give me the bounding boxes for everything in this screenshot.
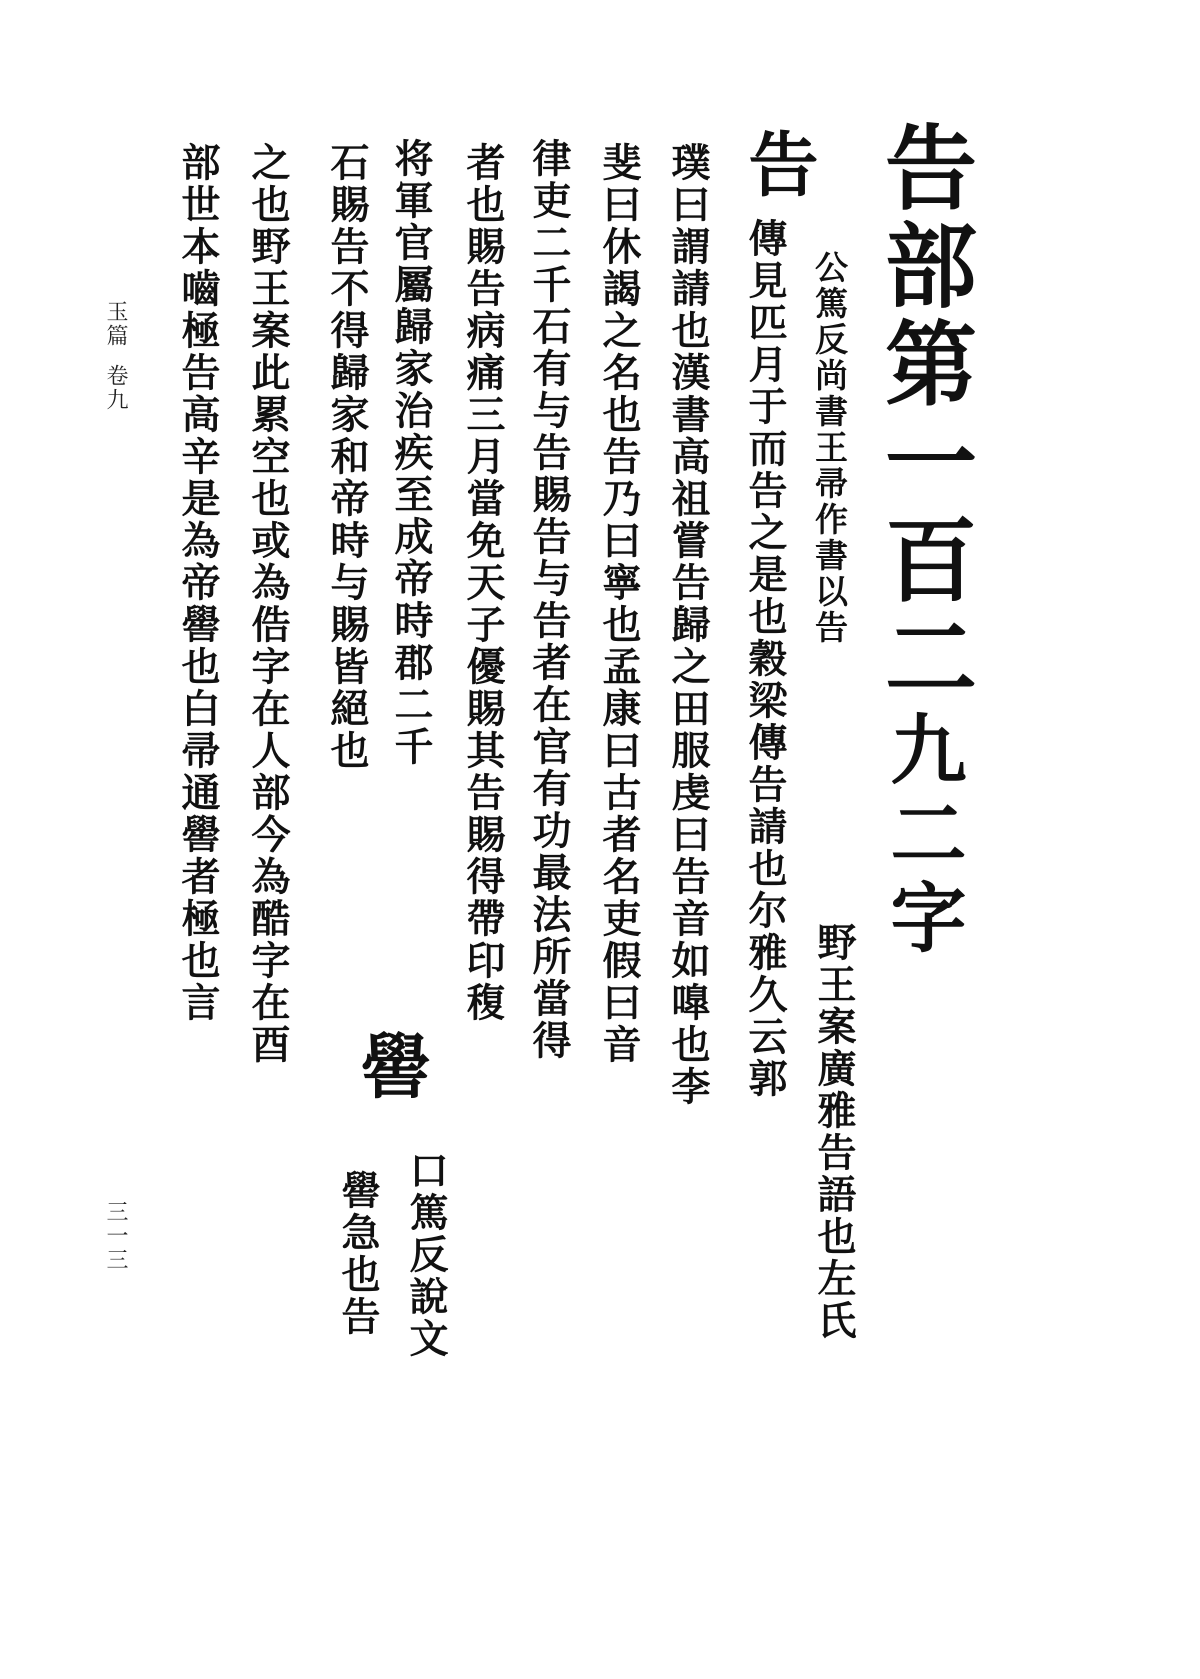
column-2: 傳見匹月于而告之是也穀梁傳告請也尔雅久云郭: [742, 218, 788, 1100]
column-8-bottom: 嚳急也告: [335, 1170, 381, 1338]
column-6: 者也賜告病痛三月當免天子優賜其告賜得帶印稪: [460, 142, 506, 1024]
volume-name: 卷九: [103, 364, 128, 412]
column-10: 部世本嚙極告高辛是為帝嚳也白帚通嚳者極也言: [175, 142, 221, 1024]
entry-gao-pronunciation: 公篤反尚書王帚作書以告: [810, 250, 849, 646]
entry-headword-gao: 告: [737, 128, 820, 198]
book-title-marker: [100, 300, 131, 412]
column-3: 璞曰謂請也漢書高祖嘗告歸之田服虔曰告音如嘷也李: [665, 142, 711, 1108]
column-7-top: 将軍官屬歸家治疾至成帝時郡二千: [388, 138, 434, 768]
section-title: 告部第一百二: [870, 120, 978, 708]
column-4: 斐曰休謁之名也告乃曰寧也孟康曰古者名吏假曰音: [596, 142, 642, 1066]
column-1-rest: 野王案廣雅告語也左氏: [811, 922, 857, 1342]
column-8-top: 石賜告不得歸家和帝時与賜皆絕也: [324, 142, 370, 772]
entry-headword-ku: 嚳: [349, 1030, 432, 1100]
column-5: 律吏二千石有与告賜告与告者在官有功最法所當得: [526, 138, 572, 1062]
character-count: 九二字: [878, 710, 967, 962]
page-number: 三一三: [103, 1200, 128, 1272]
book-name: 玉篇: [103, 300, 128, 348]
column-9: 之也野王案此累空也或為俈字在人部今為酷字在酉: [245, 142, 291, 1066]
column-7-bottom: 口篤反說文: [403, 1150, 449, 1360]
